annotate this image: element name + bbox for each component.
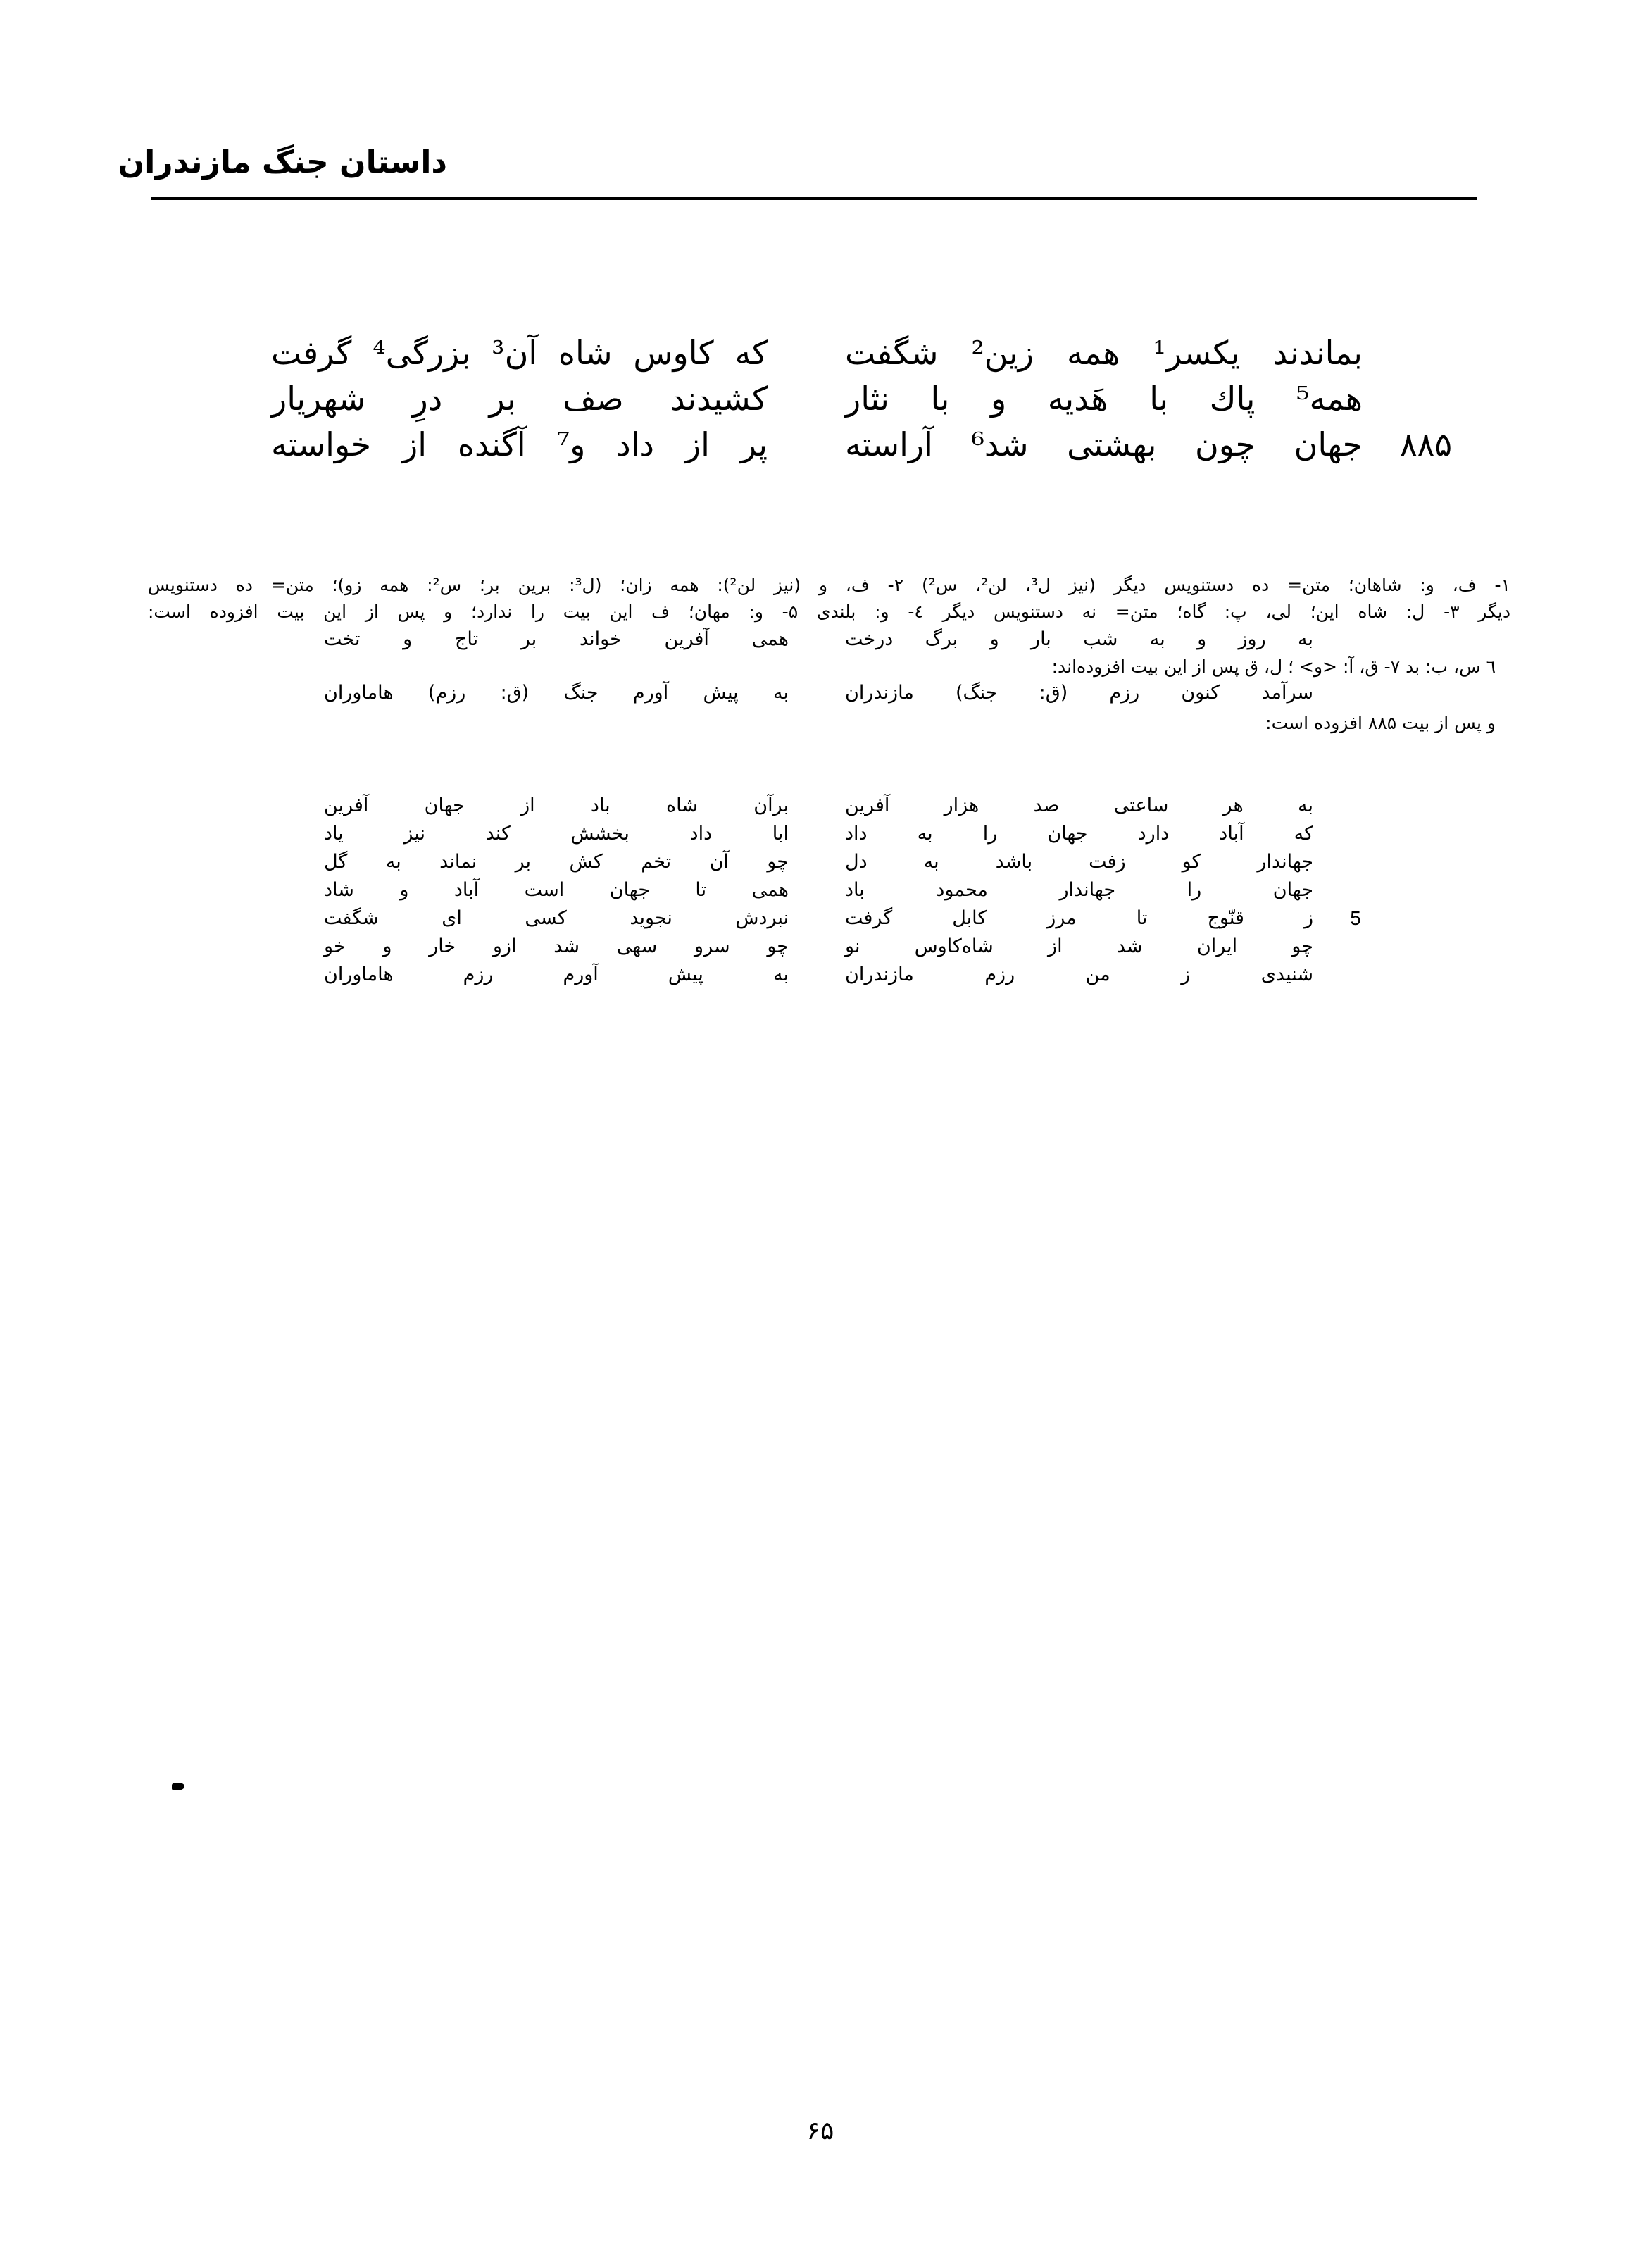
footnote-added-verse-1-left: همی آفرین خواند بر تاج و تخت bbox=[324, 628, 789, 650]
added-couplet-5-left: نبردش نجوید کسی ای شگفت bbox=[324, 907, 789, 929]
added-couplet-3-right: جهاندار کو زفت باشد به دل bbox=[845, 851, 1313, 873]
added-couplet-7-right: شنیدی ز من رزم مازندران bbox=[845, 964, 1313, 985]
added-couplet-5-right: ز قنّوج تا مرز کابل گرفت bbox=[845, 907, 1313, 929]
added-couplet-4-left: همی تا جهان است آباد و شاد bbox=[324, 879, 789, 901]
added-couplet-1-right: به هر ساعتی صد هزار آفرین bbox=[845, 795, 1313, 816]
added-couplet-3-left: چو آن تخم کش بر نماند به گل bbox=[324, 851, 789, 873]
verse-3-left: پر از داد و⁷ آگنده از خواسته bbox=[271, 425, 768, 463]
footnote-added-verse-2-left: به پیش آورم جنگ (ق: رزم) هاماوران bbox=[324, 682, 789, 704]
footnote-line-1: ۱- ف، و: شاهان؛ متن= ده دستنویس دیگر (نیز ل³، لن²، س²) ۲- ف، و (نیز لن²): همه زان؛ (ل³: برین بر؛ س²: همه زو)؛ متن= ده دستنویس bbox=[148, 575, 1510, 595]
added-couplet-4-right: جهان را جهاندار محمود باد bbox=[845, 879, 1313, 901]
footnote-line-4: و پس از بیت ۸۸۵ افزوده است: bbox=[1265, 713, 1496, 733]
footnote-added-verse-1-right: به روز و به شب بار و برگ درخت bbox=[845, 628, 1313, 650]
verse-1-left: که کاوس شاه آن³ بزرگی⁴ گرفت bbox=[271, 334, 768, 372]
verse-2-left: کشیدند صف بر درِ شهریار bbox=[271, 380, 768, 418]
added-couplet-1-left: برآن شاه باد از جهان آفرین bbox=[324, 795, 789, 816]
page-number: ۶۵ bbox=[806, 2117, 834, 2145]
verse-2-right: همه⁵ پاك با هَدیه و با نثار bbox=[845, 380, 1363, 418]
line-marker: 5 bbox=[1350, 907, 1361, 929]
scan-speck bbox=[172, 1783, 184, 1790]
verse-1-right: بماندند یکسر¹ همه زین² شگفت bbox=[845, 334, 1363, 372]
added-couplet-2-right: که آباد دارد جهان را به داد bbox=[845, 823, 1313, 845]
footnote-line-2: دیگر ۳- ل: شاه این؛ لی، پ: گاه؛ متن= نه دستنویس دیگر ٤- و: بلندی ۵- و: مهان؛ ف این بیت را ندارد؛ و پس از این بیت افزوده است: bbox=[148, 602, 1511, 622]
added-couplet-6-left: چو سرو سهی شد ازو خار و خو bbox=[324, 935, 789, 957]
running-title: داستان جنگ مازندران bbox=[118, 144, 447, 180]
header-rule bbox=[151, 197, 1477, 200]
verse-number: ۸۸۵ bbox=[1399, 425, 1453, 463]
added-couplet-2-left: ابا داد بخشش کند نیز یاد bbox=[324, 823, 789, 845]
added-couplet-6-right: چو ایران شد از شاه‌کاوس نو bbox=[845, 935, 1313, 957]
footnote-added-verse-2-right: سرآمد کنون رزم (ق: جنگ) مازندران bbox=[845, 682, 1313, 704]
footnote-line-3: ٦ س، ب: بد ۷- ق، آ: <و> ؛ ل، ق پس از این بیت افزوده‌اند: bbox=[1051, 656, 1496, 677]
added-couplet-7-left: به پیش آورم رزم هاماوران bbox=[324, 964, 789, 985]
verse-3-right: جهان چون بهشتی شد⁶ آراسته bbox=[845, 425, 1363, 463]
